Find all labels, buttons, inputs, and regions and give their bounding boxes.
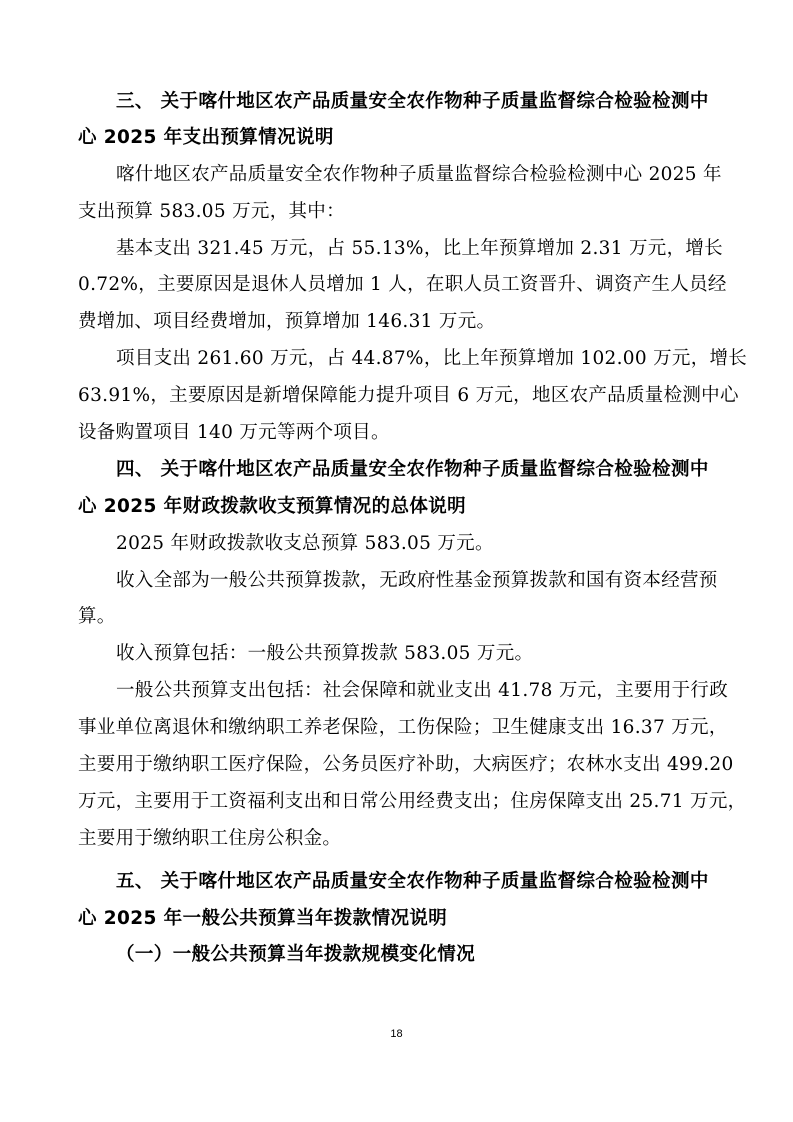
paragraph-line: 主要用于缴纳职工住房公积金。 [78,828,342,849]
paragraph-line: 基本支出 321.45 万元，占 55.13%，比上年预算增加 2.31 万元，增长 [116,238,723,259]
paragraph-line: 2025 年财政拨款收支总预算 583.05 万元。 [116,533,494,554]
paragraph-line: 项目支出 261.60 万元，占 44.87%，比上年预算增加 102.00 万元，增长 [116,348,748,369]
paragraph-line: 事业单位离退休和缴纳职工养老保险，工伤保险；卫生健康支出 16.37 万元， [78,717,728,738]
paragraph-line: 费增加、项目经费增加，预算增加 146.31 万元。 [78,311,496,332]
subsection-heading: （一）一般公共预算当年拨款规模变化情况 [116,944,476,965]
paragraph-line: 支出预算 583.05 万元，其中： [78,201,345,222]
paragraph-line: 收入预算包括：一般公共预算拨款 583.05 万元。 [116,643,534,664]
paragraph-line: 63.91%，主要原因是新增保障能力提升项目 6 万元，地区农产品质量检测中心 [78,385,739,406]
page-number: 18 [390,1028,403,1040]
section-3-heading-line-2: 心 2025 年支出预算情况说明 [78,127,334,148]
paragraph-line: 收入全部为一般公共预算拨款，无政府性基金预算拨款和国有资本经营预 [116,570,718,591]
section-3-heading-line-1: 三、 关于喀什地区农产品质量安全农作物种子质量监督综合检验检测中 [116,91,709,112]
paragraph-line: 0.72%，主要原因是退休人员增加 1 人，在职人员工资晋升、调资产生人员经 [78,274,727,295]
paragraph-line: 设备购置项目 140 万元等两个项目。 [78,422,390,443]
section-5-heading-line-1: 五、 关于喀什地区农产品质量安全农作物种子质量监督综合检验检测中 [116,871,709,892]
section-4-heading-line-1: 四、 关于喀什地区农产品质量安全农作物种子质量监督综合检验检测中 [116,459,709,480]
paragraph-line: 喀什地区农产品质量安全农作物种子质量监督综合检验检测中心 2025 年 [116,164,722,185]
paragraph-line: 万元，主要用于工资福利支出和日常公用经费支出；住房保障支出 25.71 万元， [78,791,747,812]
paragraph-line: 主要用于缴纳职工医疗保险，公务员医疗补助，大病医疗；农林水支出 499.20 [78,754,734,775]
section-4-heading-line-2: 心 2025 年财政拨款收支预算情况的总体说明 [78,496,467,517]
section-5-heading-line-2: 心 2025 年一般公共预算当年拨款情况说明 [78,908,448,929]
paragraph-line: 算。 [78,606,116,627]
paragraph-line: 一般公共预算支出包括：社会保障和就业支出 41.78 万元，主要用于行政 [116,680,729,701]
